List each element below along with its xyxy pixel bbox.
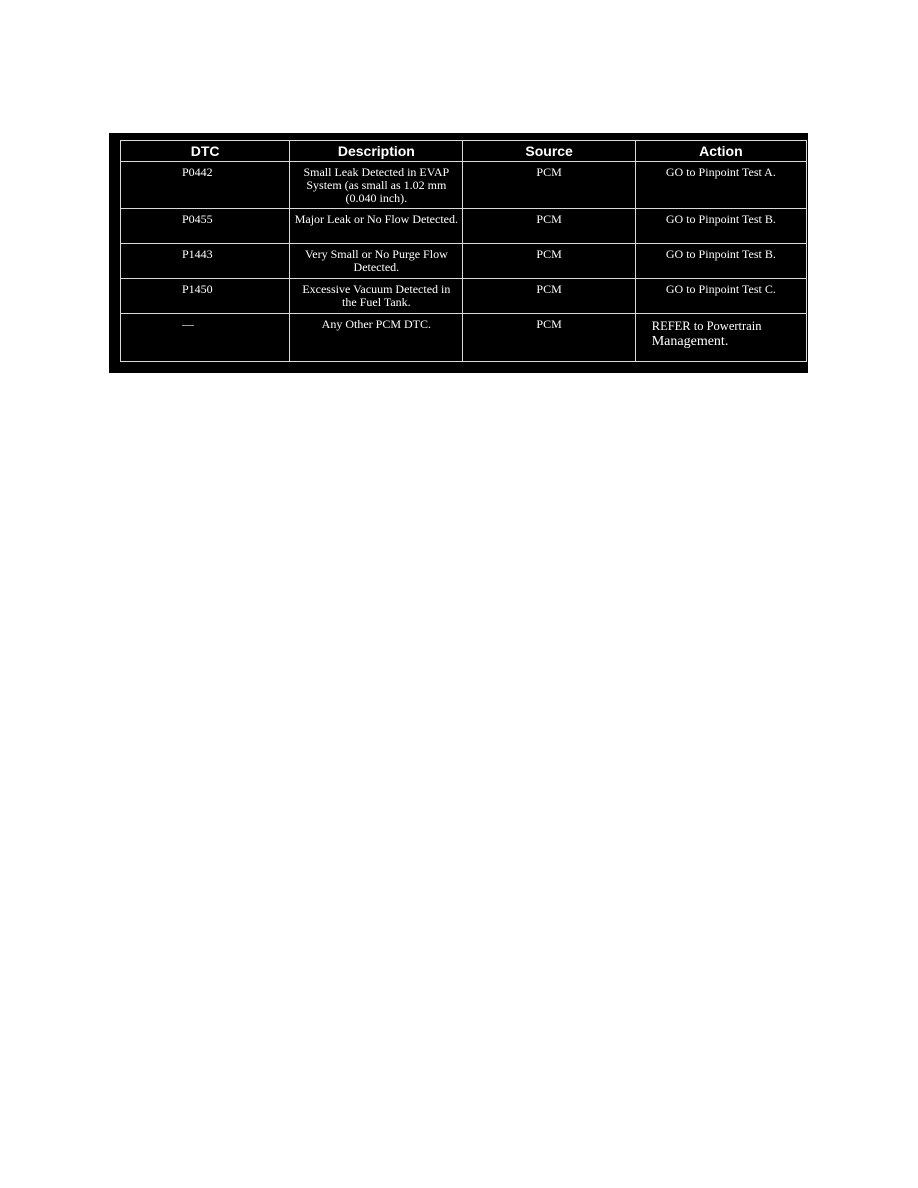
table-row [121,209,807,244]
dtc-code: P1443 [121,244,290,279]
dtc-action: GO to Pinpoint Test A. [635,162,806,209]
dtc-description: Major Leak or No Flow Detected. [290,209,463,244]
dtc-description: Small Leak Detected in EVAP System (as small as 1.02 mm (0.040 inch). [290,162,463,209]
dtc-action [635,314,806,362]
dtc-table-frame [109,133,808,373]
dtc-action: GO to Pinpoint Test B. [635,209,806,244]
header-source: Source [463,141,635,162]
dtc-code: P0455 [121,209,290,244]
dtc-source: PCM [463,279,635,314]
dtc-table [120,140,807,362]
dtc-action: GO to Pinpoint Test C. [635,279,806,314]
header-dtc: DTC [121,141,290,162]
dtc-action: GO to Pinpoint Test B. [635,244,806,279]
dtc-code: P1450 [121,279,290,314]
dtc-description: Any Other PCM DTC. [290,314,463,362]
dtc-description: Excessive Vacuum Detected in the Fuel Tank. [290,279,463,314]
dtc-source: PCM [463,244,635,279]
header-action: Action [635,141,806,162]
header-description: Description [290,141,463,162]
table-row [121,314,807,362]
dtc-source: PCM [463,314,635,362]
dtc-code: P0442 [121,162,290,209]
table-header-row [121,141,807,162]
table-row [121,279,807,314]
table-row [121,162,807,209]
dtc-action-line2: Management. [651,334,729,349]
table-row [121,244,807,279]
dtc-description: Very Small or No Purge Flow Detected. [290,244,463,279]
dtc-code: — [121,314,290,362]
dtc-action-line1: REFER to Powertrain [651,319,762,333]
dtc-source: PCM [463,209,635,244]
dtc-source: PCM [463,162,635,209]
